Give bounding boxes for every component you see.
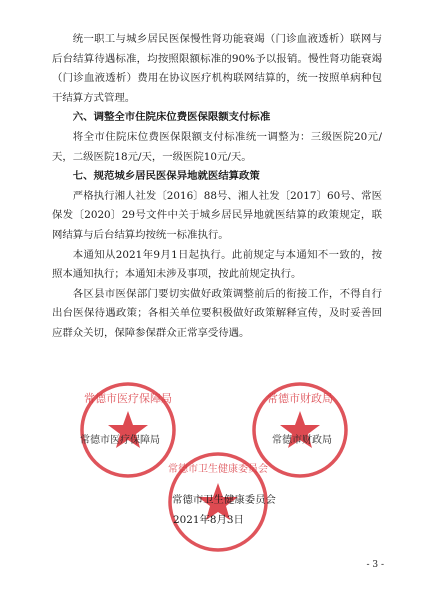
signature-org-2: 常德市财政局 xyxy=(272,435,332,446)
paragraph-effective-date: 本通知从2021年9月1日起执行。此前规定与本通知不一致的，按照本通知执行；本通知未涉及事项，按此前规定执行。 xyxy=(52,248,382,281)
paragraph-remote-settlement: 严格执行湘人社发〔2016〕88号、湘人社发〔2017〕60号、常医保发〔2020〕29号文件中关于城乡居民异地就医结算的政策规定，联网结算与后台结算均按统一标准执行。 xyxy=(52,189,382,241)
seal-finance-text: 常德市财政局 xyxy=(267,392,333,405)
paragraph-dialysis: 统一职工与城乡居民医保慢性肾功能衰竭（门诊血液透析）联网与后台结算待遇标准，均按照限额标准的90%予以报销。慢性肾功能衰竭（门诊血液透析）费用在协议医疗机构联网结算的，统一按照单病种包干结算方式管理。 xyxy=(52,33,382,104)
section-heading-6: 六、调整全市住院床位费医保限额支付标准 xyxy=(72,111,271,124)
seal-medical-security xyxy=(78,380,178,480)
paragraph-implementation: 各区县市医保部门要切实做好政策调整前后的衔接工作，不得自行出台医保待遇政策；各相关单位要积极做好政策解释宣传，及时妥善回应群众关切，保障参保群众正常享受待遇。 xyxy=(52,287,382,339)
seal-health-commission-text: 常德市卫生健康委员会 xyxy=(168,464,268,475)
signature-org-1: 常德市医疗保障局 xyxy=(80,435,160,446)
signature-date: 2021年8月3日 xyxy=(173,514,244,526)
seal-medical-security-text: 常德市医疗保障局 xyxy=(84,392,172,405)
seal-medical-security-icon xyxy=(78,380,178,480)
document-body xyxy=(52,30,382,344)
paragraph-bed-fee: 将全市住院床位费医保限额支付标准统一调整为：三级医院20元/天，二级医院18元/天，一级医院10元/天。 xyxy=(52,130,382,163)
signature-org-3: 常德市卫生健康委员会 xyxy=(172,494,276,506)
page-number: - 3 - xyxy=(366,560,384,570)
section-heading-7: 七、规范城乡居民医保异地就医结算政策 xyxy=(72,170,260,183)
